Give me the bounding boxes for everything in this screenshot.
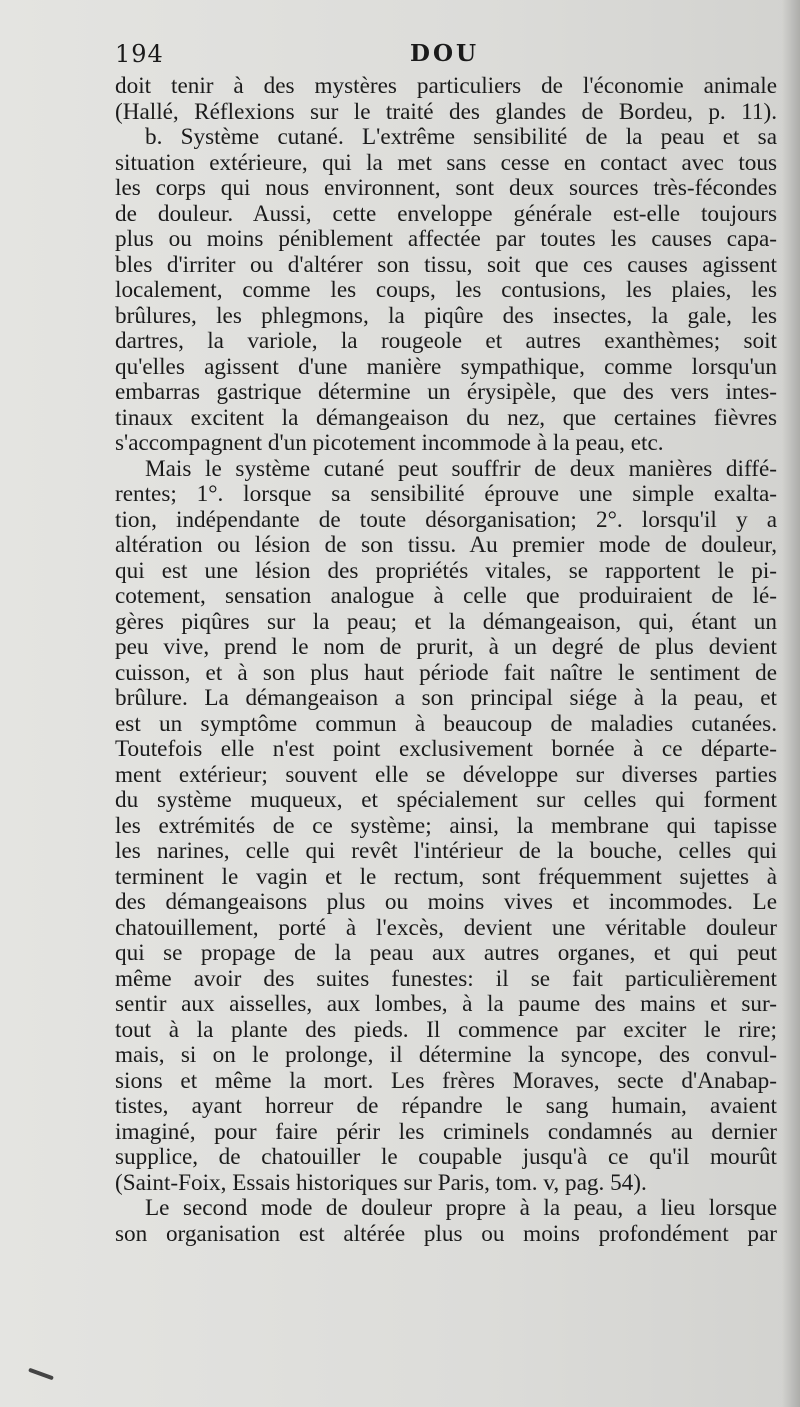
text-line: ment extérieur; souvent elle se développe sur diverses parties	[115, 761, 777, 788]
text-line: sentir aux aisselles, aux lombes, à la paume des mains et sur-	[115, 991, 777, 1017]
text-line: son organisation est altérée plus ou moins profondément par	[115, 1220, 777, 1247]
text-line: tion, indépendante de toute désorganisation; 2°. lorsqu'il y a	[115, 506, 777, 533]
text-line: (Hallé, Réflexions sur le traité des glandes de Bordeu, p. 11).	[115, 98, 777, 125]
text-line: cuisson, et à son plus haut période fait naître le sentiment de	[115, 659, 777, 686]
text-line: rentes; 1°. lorsque sa sensibilité éprouve une simple exalta-	[115, 481, 777, 507]
text-line: b. Système cutané. L'extrême sensibilité de la peau et sa	[145, 124, 777, 150]
text-line: qui se propage de la peau aux autres organes, et qui peut	[115, 940, 777, 966]
text-line: des démangeaisons plus ou moins vives et incommodes. Le	[115, 889, 777, 915]
text-line: même avoir des suites funestes: il se fait particulièrement	[115, 965, 777, 992]
text-line: de douleur. Aussi, cette enveloppe générale est-elle toujours	[115, 200, 777, 227]
text-line: terminent le vagin et le rectum, sont fréquemment sujettes à	[115, 863, 777, 890]
text-line: supplice, de chatouiller le coupable jusqu'à ce qu'il mourût	[115, 1144, 777, 1170]
text-line: chatouillement, porté à l'excès, devient une véritable douleur	[115, 914, 777, 941]
text-line: est un symptôme commun à beaucoup de maladies cutanées.	[115, 710, 777, 737]
text-line: les extrémités de ce système; ainsi, la membrane qui tapisse	[115, 812, 777, 839]
text-line: embarras gastrique détermine un érysipèle, que des vers intes-	[115, 379, 777, 405]
text-line: altération ou lésion de son tissu. Au premier mode de douleur,	[115, 532, 777, 558]
text-line: du système muqueux, et spécialement sur celles qui forment	[115, 787, 777, 813]
text-line: tout à la plante des pieds. Il commence par exciter le rire;	[115, 1016, 777, 1043]
body-text	[115, 74, 777, 1247]
text-line: mais, si on le prolonge, il détermine la syncope, des convul-	[115, 1042, 777, 1068]
page-edge-shadow	[782, 0, 800, 1407]
page-number: 194	[115, 40, 164, 68]
text-line: Mais le système cutané peut souffrir de deux manières diffé-	[145, 455, 777, 482]
ink-mark	[28, 1368, 54, 1381]
text-line: tinaux excitent la démangeaison du nez, que certaines fièvres	[115, 404, 777, 431]
text-line: brûlure. La démangeaison a son principal siége à la peau, et	[115, 685, 777, 711]
text-line: s'accompagnent d'un picotement incommode à la peau, etc.	[115, 430, 664, 456]
text-line: brûlures, les phlegmons, la piqûre des insectes, la gale, les	[115, 302, 777, 329]
text-line: plus ou moins péniblement affectée par toutes les causes capa-	[115, 226, 777, 252]
page-header	[115, 40, 765, 74]
text-line: bles d'irriter ou d'altérer son tissu, soit que ces causes agissent	[115, 251, 777, 278]
text-line: les corps qui nous environnent, sont deux sources très-fécondes	[115, 175, 777, 201]
text-line: localement, comme les coups, les contusions, les plaies, les	[115, 277, 777, 303]
text-line: sions et même la mort. Les frères Moraves, secte d'Anabap-	[115, 1067, 777, 1094]
text-line: Toutefois elle n'est point exclusivement bornée à ce départe-	[115, 736, 777, 762]
text-line: les narines, celle qui revêt l'intérieur de la bouche, celles qui	[115, 838, 777, 864]
text-line: qu'elles agissent d'une manière sympathique, comme lorsqu'un	[115, 353, 777, 380]
text-line: peu vive, prend le nom de prurit, à un degré de plus devient	[115, 634, 777, 660]
text-line: imaginé, pour faire périr les criminels condamnés au dernier	[115, 1118, 777, 1145]
text-line: Le second mode de douleur propre à la peau, a lieu lorsque	[145, 1195, 777, 1221]
text-line: cotement, sensation analogue à celle que produiraient de lé-	[115, 583, 777, 609]
text-line: gères piqûres sur la peau; et la démangeaison, qui, étant un	[115, 608, 777, 635]
text-line: doit tenir à des mystères particuliers de l'économie animale	[115, 73, 777, 99]
running-head: DOU	[410, 40, 480, 67]
text-line: situation extérieure, qui la met sans cesse en contact avec tous	[115, 149, 777, 176]
text-line: (Saint-Foix, Essais historiques sur Paris, tom. v, pag. 54).	[115, 1169, 647, 1196]
text-line: dartres, la variole, la rougeole et autres exanthèmes; soit	[115, 328, 777, 354]
text-line: tistes, ayant horreur de répandre le sang humain, avaient	[115, 1093, 777, 1119]
text-line: qui est une lésion des propriétés vitales, se rapportent le pi-	[115, 557, 777, 584]
